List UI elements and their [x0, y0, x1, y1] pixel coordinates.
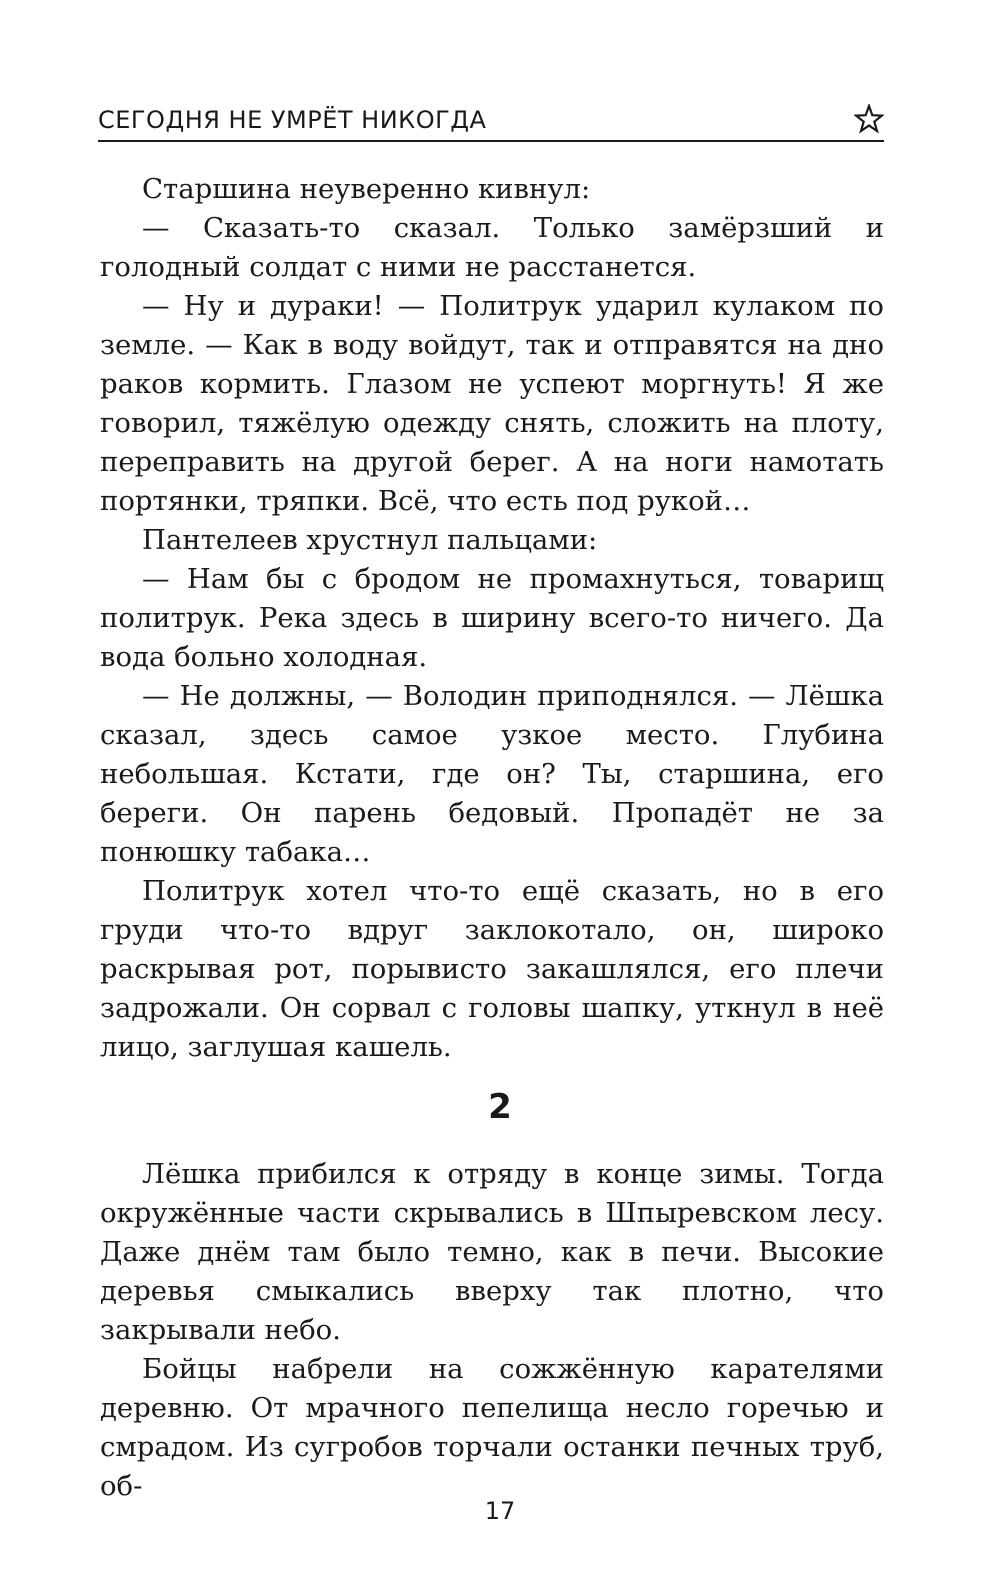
- running-header: [98, 98, 884, 138]
- header-rule: [98, 140, 884, 142]
- page-number: 17: [484, 1497, 516, 1525]
- paragraph: — Сказать-то сказал. Только замёрзший и голодный солдат с ними не расстанется.: [100, 212, 884, 283]
- chapter-number: 2: [488, 1087, 512, 1127]
- paragraph: Пантелеев хрустнул пальцами:: [142, 524, 598, 556]
- star-outline-icon: [854, 104, 884, 134]
- section-one-text: [100, 170, 884, 1067]
- paragraph: Бойцы набрели на сожжённую карателями деревню. От мрачного пепелища несло горечью и смрадом. Из сугробов торчали останки печных труб, об-: [100, 1353, 884, 1502]
- paragraph: — Ну и дураки! — Политрук ударил кулаком по земле. — Как в воду войдут, так и отправятся на дно раков кормить. Глазом не успеют моргнуть! Я же говорил, тяжёлую одежду снять, сложить на плоту, переправить на другой берег. А на ноги намотать портянки, тряпки. Всё, что есть под рукой…: [100, 290, 884, 517]
- paragraph: Старшина неуверенно кивнул:: [142, 173, 591, 205]
- paragraph: Лёшка прибился к отряду в конце зимы. Тогда окружённые части скрывались в Шпыревском лесу. Даже днём там было темно, как в печи. Высокие деревья смыкались вверху так плотно, что закрывали небо.: [100, 1158, 884, 1346]
- paragraph: — Нам бы с бродом не промахнуться, товарищ политрук. Река здесь в ширину всего-то ничего. Да вода больно холодная.: [100, 563, 884, 673]
- running-title: СЕГОДНЯ НЕ УМРЁТ НИКОГДА: [98, 106, 487, 134]
- paragraph: — Не должны, — Володин приподнялся. — Лёшка сказал, здесь самое узкое место. Глубина небольшая. Кстати, где он? Ты, старшина, его береги. Он парень бедовый. Пропадёт не за понюшку табака…: [100, 680, 884, 868]
- section-two-text: [100, 1155, 884, 1506]
- paragraph: Политрук хотел что-то ещё сказать, но в его груди что-то вдруг заклокотало, он, широко раскрывая рот, порывисто закашлялся, его плечи задрожали. Он сорвал с головы шапку, уткнул в неё лицо, заглушая кашель.: [100, 875, 884, 1063]
